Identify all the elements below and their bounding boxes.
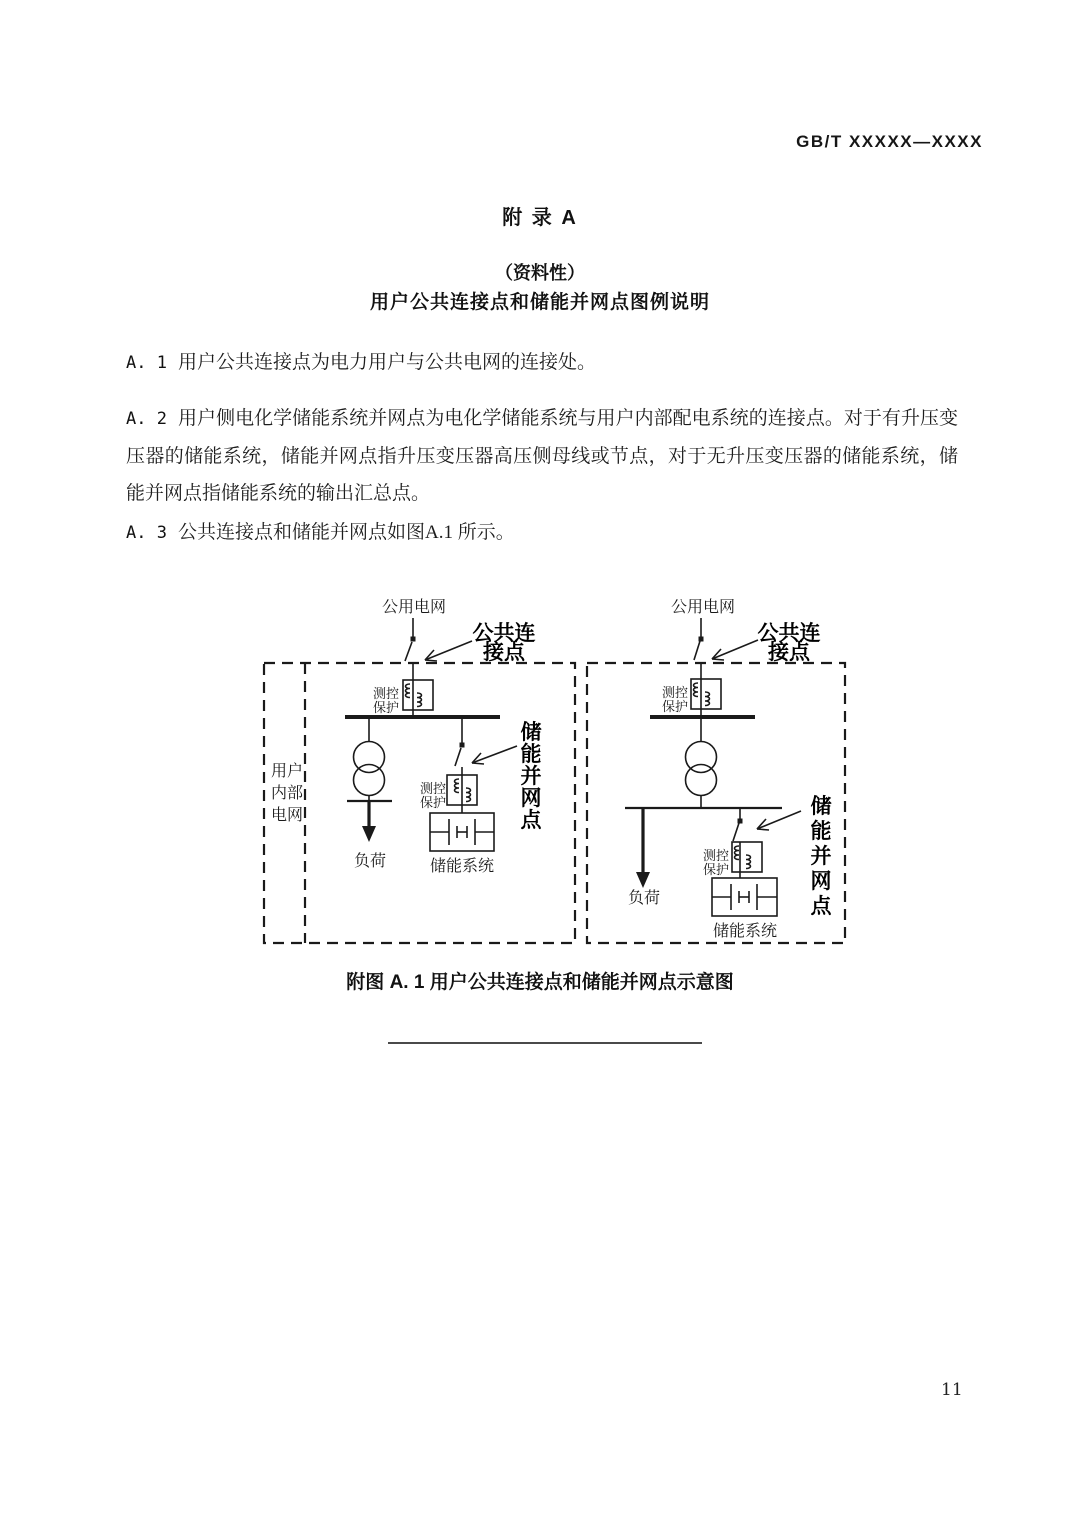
protection-label: 测控 xyxy=(372,686,400,701)
protection-box-icon xyxy=(403,680,433,710)
svg-text:能: 能 xyxy=(810,820,832,843)
end-of-document-rule xyxy=(388,1042,702,1044)
pcc-arrow-icon xyxy=(712,640,758,660)
protection-label: 测控 xyxy=(702,848,730,863)
svg-text:接点: 接点 xyxy=(768,641,810,664)
svg-text:储: 储 xyxy=(810,795,832,818)
protection-label: 测控 xyxy=(661,685,689,700)
svg-text:公共连: 公共连 xyxy=(757,622,821,645)
storage-point-arrow-icon xyxy=(472,746,517,764)
battery-icon xyxy=(430,813,494,851)
public-grid-label: 公用电网 xyxy=(381,599,447,616)
clause-label-a3: A. 3 xyxy=(126,523,167,543)
svg-text:电网: 电网 xyxy=(270,807,304,824)
internal-grid-label xyxy=(271,762,303,824)
svg-text:网: 网 xyxy=(810,870,832,893)
storage-system-label: 储能系统 xyxy=(712,923,778,940)
svg-text:用户: 用户 xyxy=(270,763,304,780)
appendix-heading: 用户公共连接点和储能并网点图例说明 xyxy=(369,292,710,313)
clause-label-a2: A. 2 xyxy=(126,409,167,429)
figure-right-panel xyxy=(587,598,845,943)
battery-icon xyxy=(712,878,777,916)
protection-box-icon xyxy=(732,842,762,872)
figure-caption: 附图 A. 1 用户公共连接点和储能并网点示意图 xyxy=(346,972,734,993)
page-number: 11 xyxy=(941,1380,963,1400)
appendix-title: 附 录 A xyxy=(502,207,578,229)
storage-point-label xyxy=(811,794,833,918)
transformer-icon xyxy=(347,719,392,801)
svg-text:接点: 接点 xyxy=(483,641,525,664)
protection-label: 测控 xyxy=(419,781,447,796)
pcc-arrow-icon xyxy=(425,641,472,661)
storage-point-arrow-icon xyxy=(757,811,801,830)
storage-breaker-icon xyxy=(455,717,465,813)
svg-text:网: 网 xyxy=(520,787,542,810)
clause-text-a2: 用户侧电化学储能系统并网点为电化学储能系统与用户内部配电系统的连接点。对于有升压变压器的储能系统，储能并网点指升压变压器高压侧母线或节点，对于无升压变压器的储能系统，储能并网点指储能系统的输出汇总点。 xyxy=(126,408,958,504)
protection-label: 保护 xyxy=(372,700,400,715)
svg-text:并: 并 xyxy=(520,765,542,788)
load-label: 负荷 xyxy=(627,890,661,907)
svg-text:并: 并 xyxy=(810,845,832,868)
appendix-subtitle: （资料性） xyxy=(495,263,585,283)
clause-text-a3: 公共连接点和储能并网点如图A.1 所示。 xyxy=(178,522,515,543)
protection-label: 保护 xyxy=(419,795,447,810)
protection-box-icon xyxy=(691,679,721,709)
protection-label: 保护 xyxy=(661,699,689,714)
standard-number-header: GB/T XXXXX—XXXX xyxy=(796,132,983,151)
pcc-label xyxy=(758,622,821,664)
protection-label: 保护 xyxy=(702,862,730,877)
storage-point-label xyxy=(521,720,543,832)
clause-text-a1: 用户公共连接点为电力用户与公共电网的连接处。 xyxy=(178,352,597,373)
svg-text:点: 点 xyxy=(810,895,832,918)
pcc-label xyxy=(473,622,536,664)
svg-text:内部: 内部 xyxy=(270,785,304,802)
storage-breaker-icon xyxy=(733,808,743,878)
clause-label-a1: A. 1 xyxy=(126,353,167,373)
breaker-icon xyxy=(405,618,416,717)
transformer-icon xyxy=(686,717,717,808)
load-arrow-icon xyxy=(636,808,650,888)
figure-left-panel xyxy=(264,598,575,943)
load-label: 负荷 xyxy=(353,853,387,870)
svg-text:储: 储 xyxy=(520,721,542,744)
load-arrow-icon xyxy=(362,801,376,842)
user-grid-boundary-box xyxy=(587,663,845,943)
svg-text:能: 能 xyxy=(520,743,542,766)
svg-text:点: 点 xyxy=(520,809,542,832)
storage-system-label: 储能系统 xyxy=(429,858,495,875)
public-grid-label: 公用电网 xyxy=(670,599,736,616)
svg-text:公共连: 公共连 xyxy=(472,622,536,645)
breaker-icon xyxy=(694,618,704,717)
